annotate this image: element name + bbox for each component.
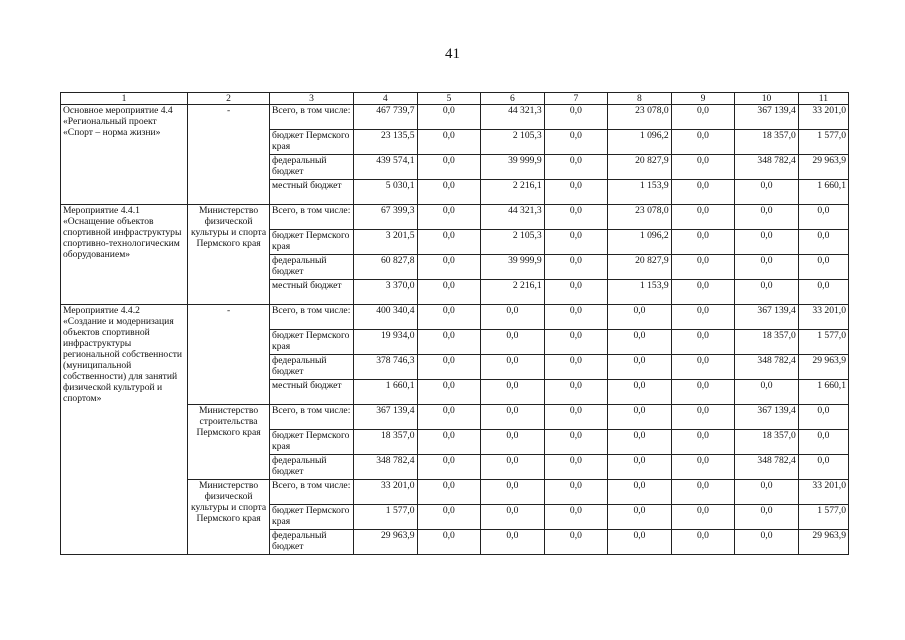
- funding-source: федеральный бюджет: [270, 155, 354, 180]
- amount-cell: 1 153,9: [608, 180, 672, 205]
- column-header: 5: [417, 93, 481, 105]
- amount-cell: 0,0: [481, 330, 545, 355]
- amount-cell: 18 357,0: [735, 430, 799, 455]
- amount-cell: 0,0: [671, 380, 735, 405]
- amount-cell: 0,0: [481, 380, 545, 405]
- amount-cell: 0,0: [417, 230, 481, 255]
- amount-cell: 348 782,4: [735, 355, 799, 380]
- amount-cell: 0,0: [608, 455, 672, 480]
- amount-cell: 23 078,0: [608, 105, 672, 130]
- amount-cell: 1 577,0: [798, 130, 848, 155]
- column-header: 2: [188, 93, 270, 105]
- funding-source: бюджет Пермского края: [270, 130, 354, 155]
- amount-cell: 1 660,1: [354, 380, 418, 405]
- amount-cell: 0,0: [671, 130, 735, 155]
- amount-cell: 0,0: [671, 355, 735, 380]
- amount-cell: 1 660,1: [798, 180, 848, 205]
- amount-cell: 0,0: [417, 305, 481, 330]
- funding-source: местный бюджет: [270, 280, 354, 305]
- funding-source: Всего, в том числе:: [270, 405, 354, 430]
- amount-cell: 0,0: [544, 230, 608, 255]
- amount-cell: 400 340,4: [354, 305, 418, 330]
- amount-cell: 0,0: [671, 480, 735, 505]
- amount-cell: 0,0: [735, 205, 799, 230]
- executor-name: Министерство физической культуры и спорта Пермского края: [188, 480, 270, 555]
- column-header: 9: [671, 93, 735, 105]
- executor-name: -: [188, 305, 270, 405]
- amount-cell: 0,0: [417, 280, 481, 305]
- activity-name: Мероприятие 4.4.1 «Оснащение объектов спортивной инфраструктуры спортивно-технологическим оборудованием»: [61, 205, 188, 305]
- amount-cell: 0,0: [417, 380, 481, 405]
- amount-cell: 0,0: [735, 280, 799, 305]
- column-header: 7: [544, 93, 608, 105]
- header-row: [61, 93, 849, 105]
- amount-cell: 3 201,5: [354, 230, 418, 255]
- amount-cell: 0,0: [671, 530, 735, 555]
- amount-cell: 367 139,4: [735, 305, 799, 330]
- amount-cell: 33 201,0: [798, 105, 848, 130]
- funding-source: Всего, в том числе:: [270, 105, 354, 130]
- amount-cell: 0,0: [544, 255, 608, 280]
- amount-cell: 0,0: [608, 305, 672, 330]
- amount-cell: 0,0: [544, 180, 608, 205]
- amount-cell: 0,0: [481, 355, 545, 380]
- amount-cell: 0,0: [671, 280, 735, 305]
- funding-source: Всего, в том числе:: [270, 205, 354, 230]
- amount-cell: 367 139,4: [735, 105, 799, 130]
- amount-cell: 0,0: [798, 455, 848, 480]
- amount-cell: 0,0: [544, 505, 608, 530]
- amount-cell: 1 096,2: [608, 130, 672, 155]
- amount-cell: 1 577,0: [798, 330, 848, 355]
- amount-cell: 0,0: [417, 180, 481, 205]
- column-header: 4: [354, 93, 418, 105]
- amount-cell: 0,0: [544, 430, 608, 455]
- table-row: [61, 305, 849, 330]
- funding-source: Всего, в том числе:: [270, 305, 354, 330]
- amount-cell: 0,0: [417, 455, 481, 480]
- amount-cell: 0,0: [544, 105, 608, 130]
- funding-source: бюджет Пермского края: [270, 330, 354, 355]
- amount-cell: 0,0: [417, 255, 481, 280]
- amount-cell: 0,0: [417, 155, 481, 180]
- amount-cell: 19 934,0: [354, 330, 418, 355]
- amount-cell: 0,0: [481, 405, 545, 430]
- amount-cell: 0,0: [417, 355, 481, 380]
- column-header: 8: [608, 93, 672, 105]
- amount-cell: 1 153,9: [608, 280, 672, 305]
- amount-cell: 67 399,3: [354, 205, 418, 230]
- column-header: 1: [61, 93, 188, 105]
- amount-cell: 0,0: [417, 405, 481, 430]
- amount-cell: 2 105,3: [481, 130, 545, 155]
- amount-cell: 0,0: [798, 255, 848, 280]
- amount-cell: 33 201,0: [798, 305, 848, 330]
- budget-table: [60, 92, 849, 555]
- amount-cell: 378 746,3: [354, 355, 418, 380]
- amount-cell: 0,0: [417, 105, 481, 130]
- amount-cell: 348 782,4: [354, 455, 418, 480]
- funding-source: бюджет Пермского края: [270, 505, 354, 530]
- amount-cell: 2 105,3: [481, 230, 545, 255]
- amount-cell: 18 357,0: [735, 130, 799, 155]
- amount-cell: 0,0: [671, 155, 735, 180]
- amount-cell: 44 321,3: [481, 105, 545, 130]
- amount-cell: 0,0: [608, 355, 672, 380]
- amount-cell: 0,0: [417, 205, 481, 230]
- amount-cell: 0,0: [417, 130, 481, 155]
- amount-cell: 0,0: [735, 505, 799, 530]
- amount-cell: 0,0: [481, 455, 545, 480]
- amount-cell: 20 827,9: [608, 155, 672, 180]
- amount-cell: 1 577,0: [354, 505, 418, 530]
- amount-cell: 29 963,9: [798, 355, 848, 380]
- amount-cell: 29 963,9: [798, 530, 848, 555]
- amount-cell: 0,0: [544, 280, 608, 305]
- amount-cell: 33 201,0: [354, 480, 418, 505]
- amount-cell: 0,0: [417, 530, 481, 555]
- amount-cell: 23 078,0: [608, 205, 672, 230]
- amount-cell: 3 370,0: [354, 280, 418, 305]
- activity-name: Основное мероприятие 4.4 «Региональный проект «Спорт – норма жизни»: [61, 105, 188, 205]
- amount-cell: 0,0: [671, 105, 735, 130]
- amount-cell: 0,0: [544, 355, 608, 380]
- amount-cell: 0,0: [798, 205, 848, 230]
- amount-cell: 29 963,9: [354, 530, 418, 555]
- amount-cell: 1 096,2: [608, 230, 672, 255]
- amount-cell: 44 321,3: [481, 205, 545, 230]
- amount-cell: 29 963,9: [798, 155, 848, 180]
- funding-source: федеральный бюджет: [270, 255, 354, 280]
- amount-cell: 0,0: [735, 530, 799, 555]
- amount-cell: 0,0: [544, 455, 608, 480]
- executor-name: Министерство строительства Пермского края: [188, 405, 270, 480]
- amount-cell: 1 577,0: [798, 505, 848, 530]
- amount-cell: 367 139,4: [735, 405, 799, 430]
- amount-cell: 0,0: [544, 130, 608, 155]
- funding-source: федеральный бюджет: [270, 530, 354, 555]
- amount-cell: 0,0: [671, 505, 735, 530]
- amount-cell: 0,0: [417, 505, 481, 530]
- amount-cell: 0,0: [608, 530, 672, 555]
- amount-cell: 0,0: [417, 330, 481, 355]
- amount-cell: 0,0: [735, 255, 799, 280]
- amount-cell: 0,0: [735, 180, 799, 205]
- amount-cell: 0,0: [544, 380, 608, 405]
- amount-cell: 348 782,4: [735, 455, 799, 480]
- column-header: 11: [798, 93, 848, 105]
- amount-cell: 5 030,1: [354, 180, 418, 205]
- funding-source: местный бюджет: [270, 380, 354, 405]
- amount-cell: 0,0: [798, 280, 848, 305]
- amount-cell: 0,0: [481, 305, 545, 330]
- amount-cell: 0,0: [671, 205, 735, 230]
- amount-cell: 23 135,5: [354, 130, 418, 155]
- amount-cell: 0,0: [608, 330, 672, 355]
- amount-cell: 0,0: [608, 430, 672, 455]
- amount-cell: 439 574,1: [354, 155, 418, 180]
- amount-cell: 0,0: [544, 530, 608, 555]
- column-header: 10: [735, 93, 799, 105]
- amount-cell: 0,0: [608, 505, 672, 530]
- amount-cell: 39 999,9: [481, 255, 545, 280]
- amount-cell: 0,0: [671, 305, 735, 330]
- amount-cell: 0,0: [544, 405, 608, 430]
- funding-source: местный бюджет: [270, 180, 354, 205]
- amount-cell: 0,0: [798, 430, 848, 455]
- funding-source: федеральный бюджет: [270, 355, 354, 380]
- amount-cell: 0,0: [671, 430, 735, 455]
- table-row: [61, 205, 849, 230]
- executor-name: -: [188, 105, 270, 205]
- executor-name: Министерство физической культуры и спорта Пермского края: [188, 205, 270, 305]
- amount-cell: 0,0: [481, 505, 545, 530]
- amount-cell: 0,0: [608, 480, 672, 505]
- funding-source: бюджет Пермского края: [270, 230, 354, 255]
- amount-cell: 0,0: [481, 430, 545, 455]
- amount-cell: 18 357,0: [735, 330, 799, 355]
- amount-cell: 0,0: [544, 330, 608, 355]
- amount-cell: 0,0: [608, 380, 672, 405]
- amount-cell: 0,0: [417, 430, 481, 455]
- amount-cell: 0,0: [671, 330, 735, 355]
- amount-cell: 0,0: [417, 480, 481, 505]
- amount-cell: 20 827,9: [608, 255, 672, 280]
- amount-cell: 0,0: [481, 480, 545, 505]
- amount-cell: 0,0: [544, 155, 608, 180]
- amount-cell: 0,0: [544, 305, 608, 330]
- page-number: 41: [445, 46, 460, 62]
- amount-cell: 0,0: [735, 380, 799, 405]
- amount-cell: 0,0: [481, 530, 545, 555]
- column-header: 3: [270, 93, 354, 105]
- amount-cell: 0,0: [544, 205, 608, 230]
- amount-cell: 0,0: [608, 405, 672, 430]
- amount-cell: 0,0: [798, 230, 848, 255]
- amount-cell: 467 739,7: [354, 105, 418, 130]
- amount-cell: 367 139,4: [354, 405, 418, 430]
- amount-cell: 18 357,0: [354, 430, 418, 455]
- amount-cell: 348 782,4: [735, 155, 799, 180]
- amount-cell: 2 216,1: [481, 280, 545, 305]
- column-header: 6: [481, 93, 545, 105]
- table-row: [61, 105, 849, 130]
- amount-cell: 0,0: [671, 405, 735, 430]
- amount-cell: 0,0: [671, 255, 735, 280]
- amount-cell: 0,0: [735, 480, 799, 505]
- amount-cell: 0,0: [735, 230, 799, 255]
- amount-cell: 0,0: [671, 455, 735, 480]
- amount-cell: 0,0: [544, 480, 608, 505]
- funding-source: федеральный бюджет: [270, 455, 354, 480]
- funding-source: Всего, в том числе:: [270, 480, 354, 505]
- amount-cell: 0,0: [671, 180, 735, 205]
- amount-cell: 33 201,0: [798, 480, 848, 505]
- amount-cell: 2 216,1: [481, 180, 545, 205]
- activity-name: Мероприятие 4.4.2 «Создание и модернизация объектов спортивной инфраструктуры региональной собственности (муниципальной собственности) для занятий физической культурой и спортом»: [61, 305, 188, 555]
- amount-cell: 0,0: [798, 405, 848, 430]
- amount-cell: 0,0: [671, 230, 735, 255]
- funding-source: бюджет Пермского края: [270, 430, 354, 455]
- amount-cell: 60 827,8: [354, 255, 418, 280]
- amount-cell: 1 660,1: [798, 380, 848, 405]
- amount-cell: 39 999,9: [481, 155, 545, 180]
